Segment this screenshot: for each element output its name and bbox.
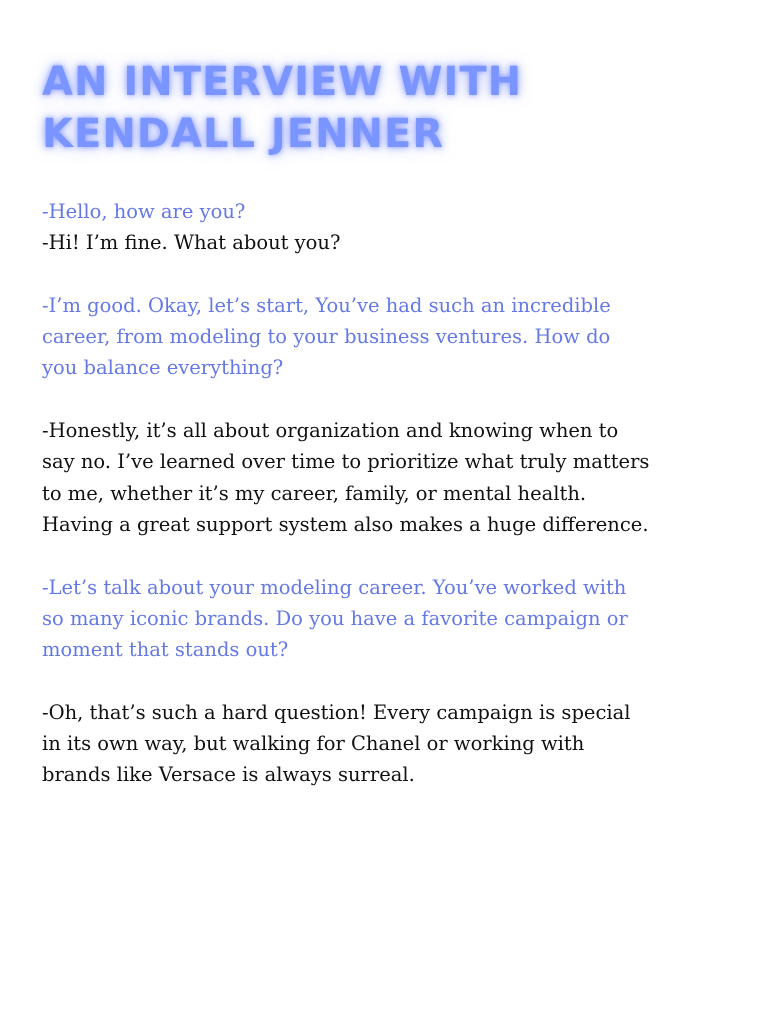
interview-body: [42, 196, 732, 791]
paragraph-gap: [42, 259, 732, 290]
page-title: [42, 56, 722, 160]
text-line: moment that stands out?: [42, 638, 289, 662]
text-line: in its own way, but walking for Chanel or working with: [42, 732, 585, 756]
text-line: Having a great support system also makes a huge difference.: [42, 512, 649, 536]
text-line: say no. I’ve learned over time to prioritize what truly matters: [42, 450, 650, 474]
text-line: -I’m good. Okay, let’s start, You’ve had such an incredible: [42, 293, 611, 317]
paragraph-gap: [42, 540, 732, 571]
paragraph-gap: [42, 665, 732, 696]
title-line-2: KENDALL JENNER: [42, 111, 445, 157]
paragraph-gap: [42, 384, 732, 415]
text-line: -Hi! I’m fine. What about you?: [42, 231, 341, 255]
text-line: -Hello, how are you?: [42, 200, 246, 223]
text-line: you balance everything?: [42, 356, 284, 380]
text-line: brands like Versace is always surreal.: [42, 763, 415, 787]
interview-question: [42, 290, 732, 384]
interview-question: [42, 572, 732, 666]
interview-question: [42, 196, 732, 227]
text-line: -Let’s talk about your modeling career. You’ve worked with: [42, 575, 627, 599]
text-line: so many iconic brands. Do you have a favorite campaign or: [42, 606, 628, 630]
interview-answer: [42, 697, 732, 791]
text-line: -Oh, that’s such a hard question! Every campaign is special: [42, 700, 631, 724]
interview-answer: [42, 415, 732, 540]
text-line: to me, whether it’s my career, family, or mental health.: [42, 481, 587, 505]
interview-answer: [42, 227, 732, 258]
text-line: -Honestly, it’s all about organization and knowing when to: [42, 419, 619, 443]
text-line: career, from modeling to your business ventures. How do: [42, 325, 611, 349]
title-line-1: AN INTERVIEW WITH: [42, 59, 523, 105]
